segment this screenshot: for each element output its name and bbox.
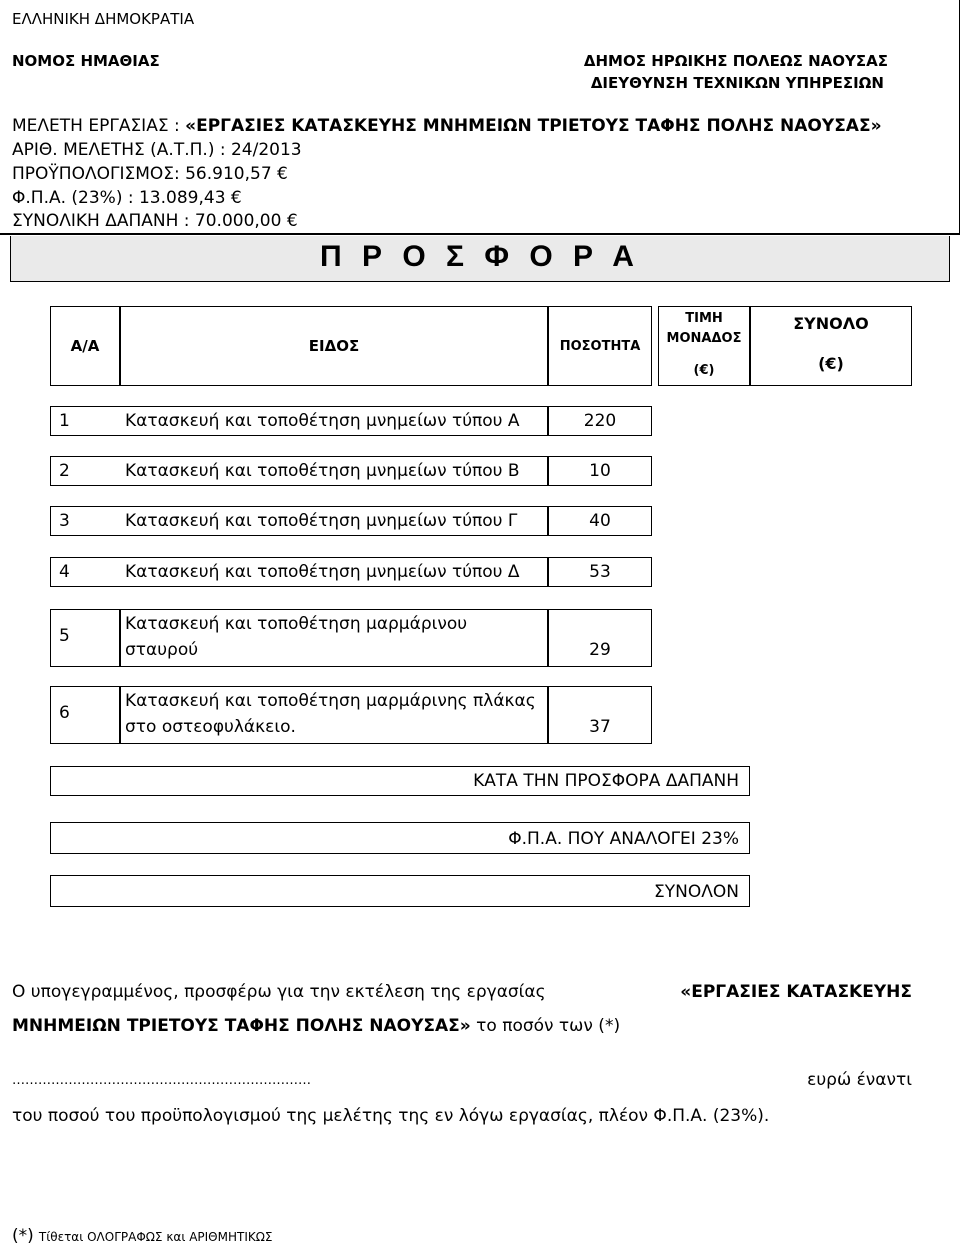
total-label: ΣΥΝΟΛΟΝ <box>50 875 750 907</box>
header-aa: Α/Α <box>70 337 100 355</box>
municipality-label: ΔΗΜΟΣ ΗΡΩΙΚΗΣ ΠΟΛΕΩΣ ΝΑΟΥΣΑΣ <box>583 52 888 70</box>
table-row: 4 Κατασκευή και τοποθέτηση μνημείων τύπου Δ <box>50 557 548 587</box>
header-unit-price-l3: (€) <box>693 363 715 378</box>
footnote <box>12 1226 272 1246</box>
header-item: ΕΙΔΟΣ <box>308 337 360 355</box>
table-row: 6 <box>50 686 120 744</box>
vat-line: Φ.Π.Α. (23%) : 13.089,43 € <box>12 188 242 208</box>
qty-cell: 29 <box>548 609 652 667</box>
statement-line-3: …………………………………………………………… ευρώ έναντι <box>12 1070 912 1090</box>
table-row: 1 Κατασκευή και τοποθέτηση μνημείων τύπου Α <box>50 406 548 436</box>
header-aa-cell <box>50 306 120 386</box>
qty-cell: 53 <box>548 557 652 587</box>
statement-line-2: ΜΝΗΜΕΙΩΝ ΤΡΙΕΤΟΥΣ ΤΑΦΗΣ ΠΟΛΗΣ ΝΑΟΥΣΑΣ» το ποσόν των (*) <box>12 1016 621 1036</box>
qty-cell: 10 <box>548 456 652 486</box>
header-unit-price-l1: ΤΙΜΗ <box>685 311 723 326</box>
footnote-text: Τίθεται ΟΛΟΓΡΑΦΩΣ και ΑΡΙΘΜΗΤΙΚΩΣ <box>38 1230 273 1244</box>
qty-cell: 40 <box>548 506 652 536</box>
table-row: 5 <box>50 609 120 667</box>
header-sum-cell <box>750 306 912 386</box>
study-label: ΜΕΛΕΤΗ ΕΡΓΑΣΙΑΣ : <box>12 116 180 136</box>
header-qty-cell <box>548 306 652 386</box>
offer-title: Π Ρ Ο Σ Φ Ο Ρ Α <box>320 240 640 273</box>
vat-label: Φ.Π.Α. ΠΟΥ ΑΝΑΛΟΓΕΙ 23% <box>50 822 750 854</box>
directorate-label: ΔΙΕΥΘΥΝΣΗ ΤΕΧΝΙΚΩΝ ΥΠΗΡΕΣΙΩΝ <box>590 74 884 92</box>
header-item-cell <box>120 306 548 386</box>
offer-cost-label: ΚΑΤΑ ΤΗΝ ΠΡΟΣΦΟΡΑ ΔΑΠΑΝΗ <box>50 766 750 796</box>
republic-label: ΕΛΛΗΝΙΚΗ ΔΗΜΟΚΡΑΤΙΑ <box>12 10 195 28</box>
header-unit-price-cell <box>658 306 750 386</box>
total-cost-line: ΣΥΝΟΛΙΚΗ ΔΑΠΑΝΗ : 70.000,00 € <box>12 211 298 231</box>
prefecture-label: ΝΟΜΟΣ ΗΜΑΘΙΑΣ <box>12 52 160 70</box>
header-sum-l1: ΣΥΝΟΛΟ <box>793 314 869 333</box>
qty-cell: 220 <box>548 406 652 436</box>
footnote-mark: (*) <box>12 1226 34 1246</box>
study-number: ΑΡΙΘ. ΜΕΛΕΤΗΣ (Α.Τ.Π.) : 24/2013 <box>12 140 302 160</box>
statement-line-1: Ο υπογεγραμμένος, προσφέρω για την εκτέλεση της εργασίας «ΕΡΓΑΣΙΕΣ ΚΑΤΑΣΚΕΥΗΣ <box>12 982 912 1002</box>
study-line <box>12 116 882 136</box>
amount-blank: …………………………………………………………… <box>12 1073 311 1088</box>
header-unit-price-l2: ΜΟΝΑΔΟΣ <box>666 331 742 346</box>
header-qty: ΠΟΣΟΤΗΤΑ <box>559 339 641 354</box>
table-row: 2 Κατασκευή και τοποθέτηση μνημείων τύπου Β <box>50 456 548 486</box>
statement-line-4: του ποσού του προϋπολογισμού της μελέτης της εν λόγω εργασίας, πλέον Φ.Π.Α. (23%). <box>12 1106 770 1126</box>
budget-line: ΠΡΟΫΠΟΛΟΓΙΣΜΟΣ: 56.910,57 € <box>12 164 288 184</box>
study-title: «ΕΡΓΑΣΙΕΣ ΚΑΤΑΣΚΕΥΗΣ ΜΝΗΜΕΙΩΝ ΤΡΙΕΤΟΥΣ ΤΑΦΗΣ ΠΟΛΗΣ ΝΑΟΥΣΑΣ» <box>185 116 882 136</box>
header-sum-l2: (€) <box>818 354 844 373</box>
qty-cell: 37 <box>548 686 652 744</box>
table-row: 3 Κατασκευή και τοποθέτηση μνημείων τύπου Γ <box>50 506 548 536</box>
item-cell: Κατασκευή και τοποθέτηση μαρμάρινου σταυρού <box>120 609 548 667</box>
item-cell: Κατασκευή και τοποθέτηση μαρμάρινης πλάκας στο οστεοφυλάκειο. <box>120 686 548 744</box>
